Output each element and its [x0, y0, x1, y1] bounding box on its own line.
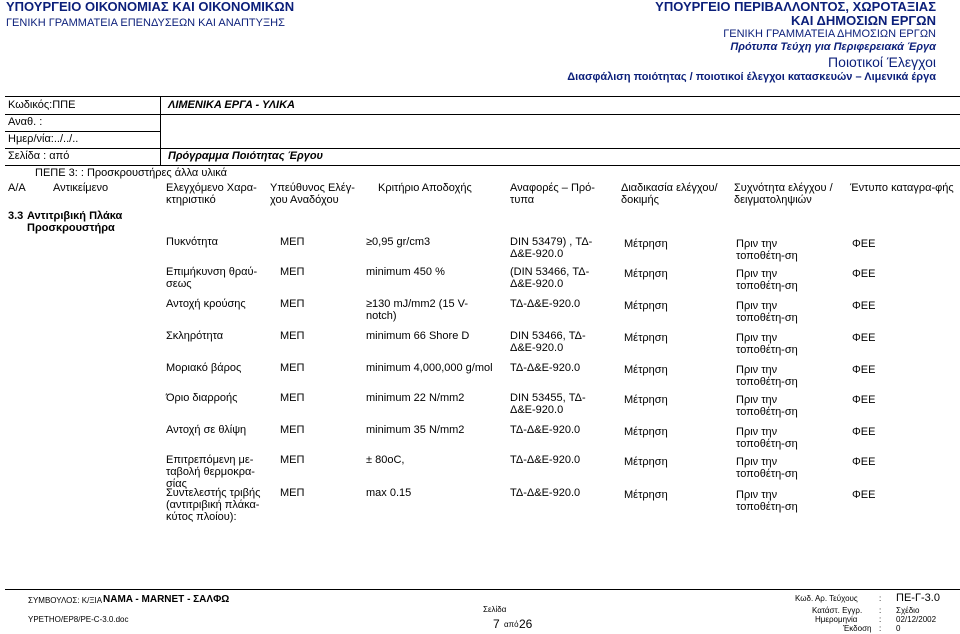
row-procedure: Μέτρηση	[624, 300, 668, 312]
row-criterion: minimum 450 %	[366, 266, 445, 278]
col-characteristic: Ελεγχόμενο Χαρα-κτηριστικό	[166, 182, 257, 206]
row-criterion: minimum 22 N/mm2	[366, 392, 465, 404]
row-criterion: ≥130 mJ/mm2 (15 V-notch)	[366, 298, 469, 322]
page-number: 7	[493, 617, 500, 631]
col-object: Αντικείμενο	[53, 182, 109, 194]
row-responsible: ΜΕΠ	[280, 236, 305, 248]
row-form: ΦΕΕ	[852, 300, 876, 312]
row-form: ΦΕΕ	[852, 489, 876, 501]
row-form: ΦΕΕ	[852, 456, 876, 468]
rule	[5, 96, 960, 97]
rule	[160, 96, 161, 165]
row-reference: DIN 53466, ΤΔ-Δ&Ε-920.0	[510, 330, 586, 354]
row-responsible: ΜΕΠ	[280, 266, 305, 278]
row-reference: ΤΔ-Δ&Ε-920.0	[510, 424, 581, 436]
col-criterion: Κριτήριο Αποδοχής	[378, 182, 472, 194]
colon: :	[879, 594, 882, 603]
row-criterion: minimum 4,000,000 g/mol	[366, 362, 493, 374]
date-label-footer: Ημερομηνία	[815, 615, 858, 624]
row-characteristic: Σκληρότητα	[166, 330, 224, 342]
row-procedure: Μέτρηση	[624, 426, 668, 438]
program-title: Πρόγραμμα Ποιότητας Έργου	[168, 150, 324, 162]
colon: :	[879, 606, 882, 615]
row-frequency: Πριν την τοποθέτη-ση	[736, 268, 798, 292]
status-value: Σχέδιο	[896, 606, 920, 615]
row-responsible: ΜΕΠ	[280, 487, 305, 499]
row-characteristic: Επιμήκυνση θραύ-σεως	[166, 266, 258, 290]
row-criterion: minimum 35 N/mm2	[366, 424, 465, 436]
rule	[5, 148, 960, 149]
row-procedure: Μέτρηση	[624, 456, 668, 468]
row-frequency: Πριν την τοποθέτη-ση	[736, 364, 798, 388]
row-frequency: Πριν την τοποθέτη-ση	[736, 394, 798, 418]
row-criterion: minimum 66 Shore D	[366, 330, 470, 342]
code-label-footer: Κωδ. Αρ. Τεύχους	[795, 594, 858, 603]
page-label: Σελίδα : από	[8, 150, 70, 162]
edition-label: Έκδοση	[843, 624, 872, 633]
row-frequency: Πριν την τοποθέτη-ση	[736, 332, 798, 356]
advisor-prefix: ΣΥΜΒΟΥΛΟΣ: Κ/ΞΙΑ	[28, 596, 103, 605]
code-label: Κωδικός:ΠΠΕ	[8, 99, 76, 111]
row-frequency: Πριν την τοποθέτη-ση	[736, 238, 798, 262]
ministry-right: ΥΠΟΥΡΓΕΙΟ ΠΕΡΙΒΑΛΛΟΝΤΟΣ, ΧΩΡΟΤΑΞΙΑΣ	[655, 0, 936, 14]
row-reference: ΤΔ-Δ&Ε-920.0	[510, 487, 581, 499]
row-form: ΦΕΕ	[852, 364, 876, 376]
row-characteristic: Μοριακό βάρος	[166, 362, 242, 374]
col-responsible: Υπεύθυνος Ελέγ-χου Αναδόχου	[270, 182, 355, 206]
row-procedure: Μέτρηση	[624, 394, 668, 406]
col-frequency: Συχνότητα ελέγχου / δειγματοληψιών	[734, 182, 833, 206]
row-criterion: max 0.15	[366, 487, 412, 499]
row-frequency: Πριν την τοποθέτη-ση	[736, 426, 798, 450]
row-responsible: ΜΕΠ	[280, 392, 305, 404]
row-responsible: ΜΕΠ	[280, 454, 305, 466]
row-frequency: Πριν την τοποθέτη-ση	[736, 489, 798, 513]
row-responsible: ΜΕΠ	[280, 424, 305, 436]
ministry-right-2: ΚΑΙ ΔΗΜΟΣΙΩΝ ΕΡΓΩΝ	[791, 13, 936, 28]
ppe-section: ΠΕΠΕ 3: : Προσκρουστήρες άλλα υλικά	[35, 167, 228, 179]
row-reference: DIN 53455, ΤΔ-Δ&Ε-920.0	[510, 392, 586, 416]
row-responsible: ΜΕΠ	[280, 362, 305, 374]
colon: :	[879, 624, 882, 633]
date-value: 02/12/2002	[896, 615, 937, 624]
col-aa: Α/Α	[8, 182, 26, 194]
row-reference: DIN 53479) , ΤΔ-Δ&Ε-920.0	[510, 236, 593, 260]
row-form: ΦΕΕ	[852, 268, 876, 280]
row-characteristic: Αντοχή κρούσης	[166, 298, 246, 310]
quality-assurance: Διασφάλιση ποιότητας / ποιοτικοί έλεγχοι κατασκευών – Λιμενικά έργα	[567, 71, 936, 83]
code-value: ΠΕ-Γ-3.0	[896, 592, 940, 604]
row-form: ΦΕΕ	[852, 394, 876, 406]
row-characteristic: Πυκνότητα	[166, 236, 218, 248]
row-procedure: Μέτρηση	[624, 238, 668, 250]
edition-value: 0	[896, 624, 901, 633]
date-label: Ημερ/νία:../../..	[8, 133, 79, 145]
item-title: Αντιτριβική Πλάκα Προσκρουστήρα	[27, 210, 123, 234]
item-number: 3.3	[8, 210, 24, 222]
quality-controls: Ποιοτικοί Έλεγχοι	[828, 54, 936, 70]
row-form: ΦΕΕ	[852, 426, 876, 438]
row-criterion: ≥0,95 gr/cm3	[366, 236, 431, 248]
general-works: ΛΙΜΕΝΙΚΑ ΕΡΓΑ - ΥΛΙΚΑ	[168, 99, 295, 111]
status-label: Κατάστ. Εγγρ.	[812, 606, 863, 615]
row-frequency: Πριν την τοποθέτη-ση	[736, 456, 798, 480]
row-characteristic: Συντελεστής τριβής (αντιτριβική πλάκα-κύτος πλοίου):	[166, 487, 261, 523]
row-procedure: Μέτρηση	[624, 364, 668, 376]
row-procedure: Μέτρηση	[624, 332, 668, 344]
rule	[5, 165, 960, 166]
page-total: 26	[519, 617, 533, 631]
col-references: Αναφορές – Πρό-τυπα	[510, 182, 595, 206]
row-characteristic: Αντοχή σε θλίψη	[166, 424, 247, 436]
row-responsible: ΜΕΠ	[280, 330, 305, 342]
secretariat-left: ΓΕΝΙΚΗ ΓΡΑΜΜΑΤΕΙΑ ΕΠΕΝΔΥΣΕΩΝ ΚΑΙ ΑΝΑΠΤΥΞΗΣ	[6, 17, 285, 29]
page-word: Σελίδα	[483, 605, 507, 614]
revision-label: Αναθ. :	[8, 116, 43, 128]
advisor-name: NAMA - MARNET - ΣΑΛΦΩ	[103, 594, 230, 605]
col-procedure: Διαδικασία ελέγχου/ δοκιμής	[621, 182, 718, 206]
rule	[5, 114, 960, 115]
row-form: ΦΕΕ	[852, 238, 876, 250]
footer-rule	[5, 589, 960, 590]
row-reference: ΤΔ-Δ&Ε-920.0	[510, 362, 581, 374]
row-form: ΦΕΕ	[852, 332, 876, 344]
file-name: ΥΡΕΤΗΟ/ΕΡ8/ΡΕ-C-3.0.doc	[28, 615, 129, 624]
row-reference: ΤΔ-Δ&Ε-920.0	[510, 298, 581, 310]
page-of: από	[504, 620, 519, 629]
rule	[5, 131, 160, 132]
row-reference: (DIN 53466, ΤΔ-Δ&Ε-920.0	[510, 266, 590, 290]
row-criterion: ± 80oC,	[366, 454, 405, 466]
row-characteristic: Όριο διαρροής	[166, 392, 238, 404]
row-procedure: Μέτρηση	[624, 489, 668, 501]
ministry-left: ΥΠΟΥΡΓΕΙΟ ΟΙΚΟΝΟΜΙΑΣ ΚΑΙ ΟΙΚΟΝΟΜΙΚΩΝ	[6, 0, 295, 14]
row-reference: ΤΔ-Δ&Ε-920.0	[510, 454, 581, 466]
row-frequency: Πριν την τοποθέτη-ση	[736, 300, 798, 324]
secretariat-right: ΓΕΝΙΚΗ ΓΡΑΜΜΑΤΕΙΑ ΔΗΜΟΣΙΩΝ ΕΡΓΩΝ	[723, 28, 936, 40]
row-responsible: ΜΕΠ	[280, 298, 305, 310]
row-characteristic: Επιτρεπόμενη με-ταβολή θερμοκρα-σίας	[166, 454, 255, 490]
col-form: Έντυπο καταγρα-φής	[850, 182, 954, 194]
standard-volumes: Πρότυπα Τεύχη για Περιφερειακά Έργα	[730, 41, 936, 53]
colon: :	[879, 615, 882, 624]
row-procedure: Μέτρηση	[624, 268, 668, 280]
